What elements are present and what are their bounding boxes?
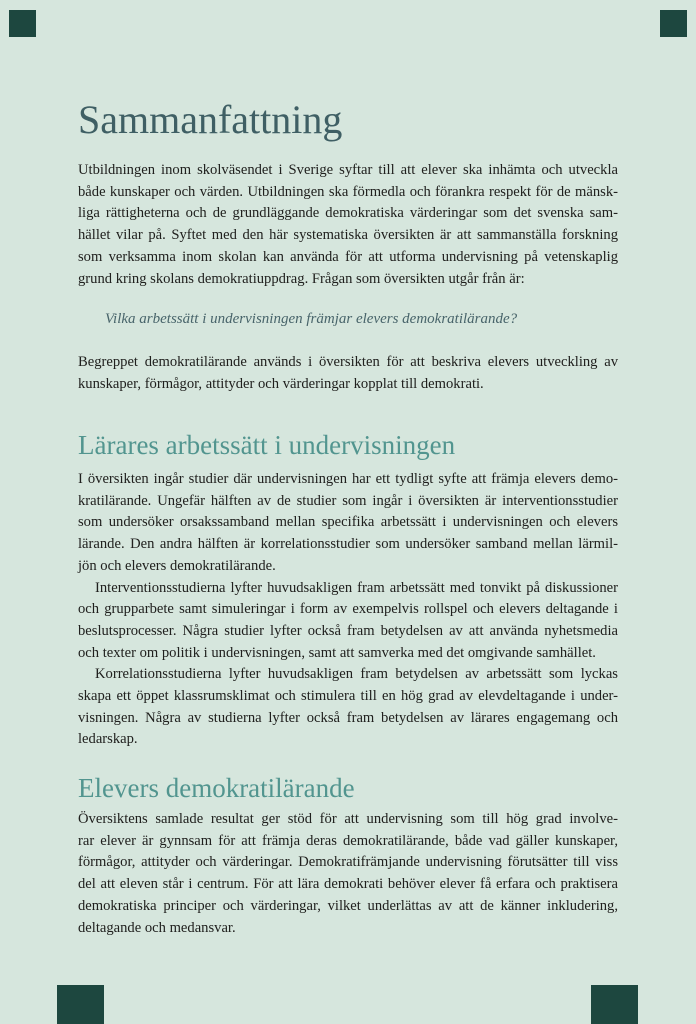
paragraph-interventionsstudier xyxy=(78,578,618,665)
text-line: Begreppet demokratilärande används i översikten för att beskriva elevers utveckling av xyxy=(78,354,618,370)
paragraph-korrelationsstudier xyxy=(78,664,618,751)
text-line: skapa ett öppet klassrumsklimat och stimulera till en hög grad av elevdeltagande i under- xyxy=(78,688,618,705)
text-line: kunskaper, förmågor, attityder och värderingar kopplat till demokrati. xyxy=(78,375,484,392)
research-question: Vilka arbetssätt i undervisningen främjar elevers demokratilärande? xyxy=(105,311,518,327)
text-line: deltagande och medansvar. xyxy=(78,919,236,936)
text-line: ledarskap. xyxy=(78,731,138,748)
page-title: Sammanfattning xyxy=(78,97,343,142)
text-line: del att eleven står i centrum. För att lära demokrati behöver elever få erfara och praktisera xyxy=(78,876,618,893)
text-line: hället vilar på. Syftet med den här systematiska översikten är att sammanställa forskning xyxy=(78,227,618,244)
text-line: I översikten ingår studier där undervisningen har ett tydligt syfte att främja elevers demo- xyxy=(78,471,618,487)
section-heading-elevers-demokratilarande: Elevers demokratilärande xyxy=(78,773,355,803)
text-line: Interventionsstudierna lyfter huvudsakligen fram arbetssätt med tonvikt på diskussioner xyxy=(95,579,618,596)
text-line: både kunskaper och värden. Utbildningen ska förmedla och förankra respekt för de mänsk- xyxy=(78,183,618,200)
text-line: beslutsprocesser. Några studier lyfter också fram betydelsen av att använda nyhetsmedia xyxy=(78,622,618,639)
text-line: och grupparbete samt simuleringar i form av exempelvis rollspel och elevers deltagande i xyxy=(78,601,618,618)
text-line: demokratiska principer och värderingar, vilket underlättas av att de känner inkludering, xyxy=(78,897,618,914)
text-line: lärande. Den andra hälften är korrelationsstudier som undersöker samband mellan lärmil- xyxy=(78,536,618,553)
text-line: visningen. Några av studierna lyfter också fram betydelsen av lärares engagemang och xyxy=(78,709,618,726)
corner-mark-top-right xyxy=(660,10,687,37)
paragraph-overview xyxy=(78,469,618,578)
text-line: förmågor, attityder och värderingar. Demokratifrämjande undervisning förutsätter till viss xyxy=(78,854,618,871)
text-line: kratilärande. Ungefär hälften av de studier som ingår i översikten är interventionsstudier xyxy=(78,492,618,509)
text-line: Utbildningen inom skolväsendet i Sverige syftar till att elever ska inhämta och utveckla xyxy=(78,162,618,178)
corner-mark-bottom-right xyxy=(591,985,638,1024)
text-line: liga rättigheterna och de grundläggande demokratiska värderingar som det svenska sam- xyxy=(78,205,618,222)
text-line: jön och elevers demokratilärande. xyxy=(78,557,276,574)
intro-paragraph xyxy=(78,160,618,290)
text-line: som verksamma inom skolan kan använda för att utforma undervisning på vetenskaplig xyxy=(78,248,618,265)
section-body-elevers-demokratilarande xyxy=(78,809,618,939)
text-line: Korrelationsstudierna lyfter huvudsakligen fram betydelsen av arbetssätt som lyckas xyxy=(95,666,618,683)
section-body-larares-arbetssatt xyxy=(78,469,618,751)
definition-paragraph xyxy=(78,352,618,395)
text-line: grund kring skolans demokratiuppdrag. Frågan som översikten utgår från är: xyxy=(78,270,525,287)
corner-mark-bottom-left xyxy=(57,985,104,1024)
corner-mark-top-left xyxy=(9,10,36,37)
text-line: som undersöker orsakssamband mellan specifika arbetssätt i undervisningen och elevers xyxy=(78,514,618,531)
text-line: och texter om politik i undervisningen, samt att samverka med det omgivande samhället. xyxy=(78,644,596,661)
text-line: Översiktens samlade resultat ger stöd för att undervisning som till hög grad involve- xyxy=(78,811,618,827)
section-heading-larares-arbetssatt: Lärares arbetssätt i undervisningen xyxy=(78,430,456,460)
text-line: rar elever är gynnsam för att främja deras demokratilärande, både vad gäller kunskaper, xyxy=(78,832,618,849)
